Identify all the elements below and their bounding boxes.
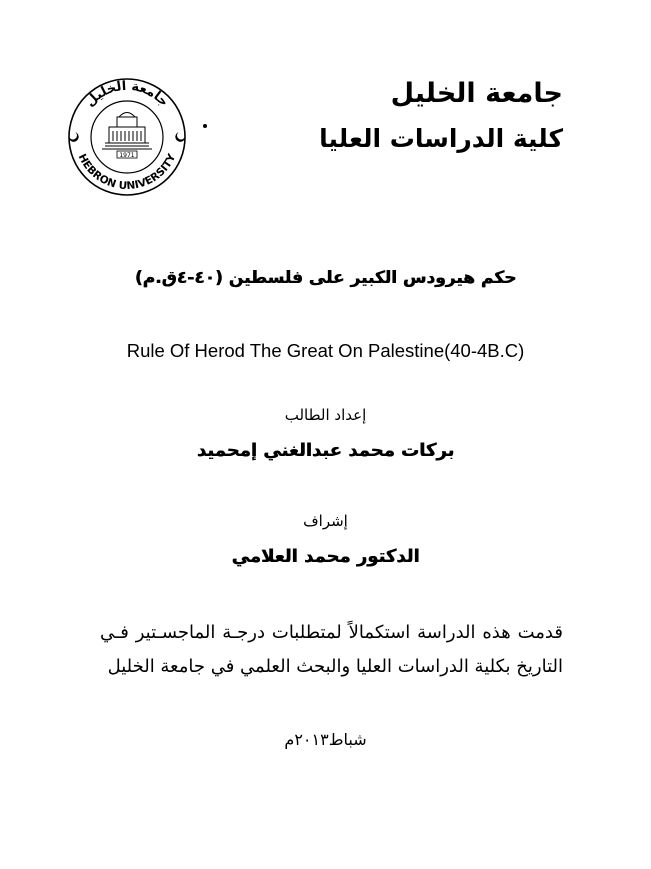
hebron-university-seal-icon — [55, 75, 200, 200]
submission-statement-line-1: قدمت هذه الدراسة استكمالاً لمتطلبات درجـة الماجسـتير فـي — [100, 622, 563, 643]
decorative-dot — [203, 124, 207, 128]
submission-date: شباط٢٠١٣م — [284, 730, 367, 749]
seal-english-text: HEBRON UNIVERSITY — [75, 152, 179, 193]
student-label: إعداد الطالب — [284, 406, 367, 424]
student-name: بركات محمد عبدالغني إمحميد — [196, 440, 455, 461]
svg-text:جامعة الخليل — [83, 79, 172, 110]
university-name: جامعة الخليل — [390, 78, 563, 109]
supervisor-label: إشراف — [303, 512, 348, 530]
submission-statement-line-2: التاريخ بكلية الدراسات العليا والبحث العلمي في جامعة الخليل — [107, 656, 563, 677]
thesis-title-arabic: حكم هيرودس الكبير على فلسطين (٤٠-٤ق.م) — [134, 268, 517, 288]
thesis-title-english: Rule Of Herod The Great On Palestine(40-4B.C) — [126, 340, 525, 361]
seal-arabic-text: جامعة الخليل — [82, 78, 172, 110]
college-name: كلية الدراسات العليا — [319, 124, 563, 153]
seal-year: 1971 — [119, 152, 135, 159]
supervisor-name: الدكتور محمد العلامي — [231, 546, 420, 567]
